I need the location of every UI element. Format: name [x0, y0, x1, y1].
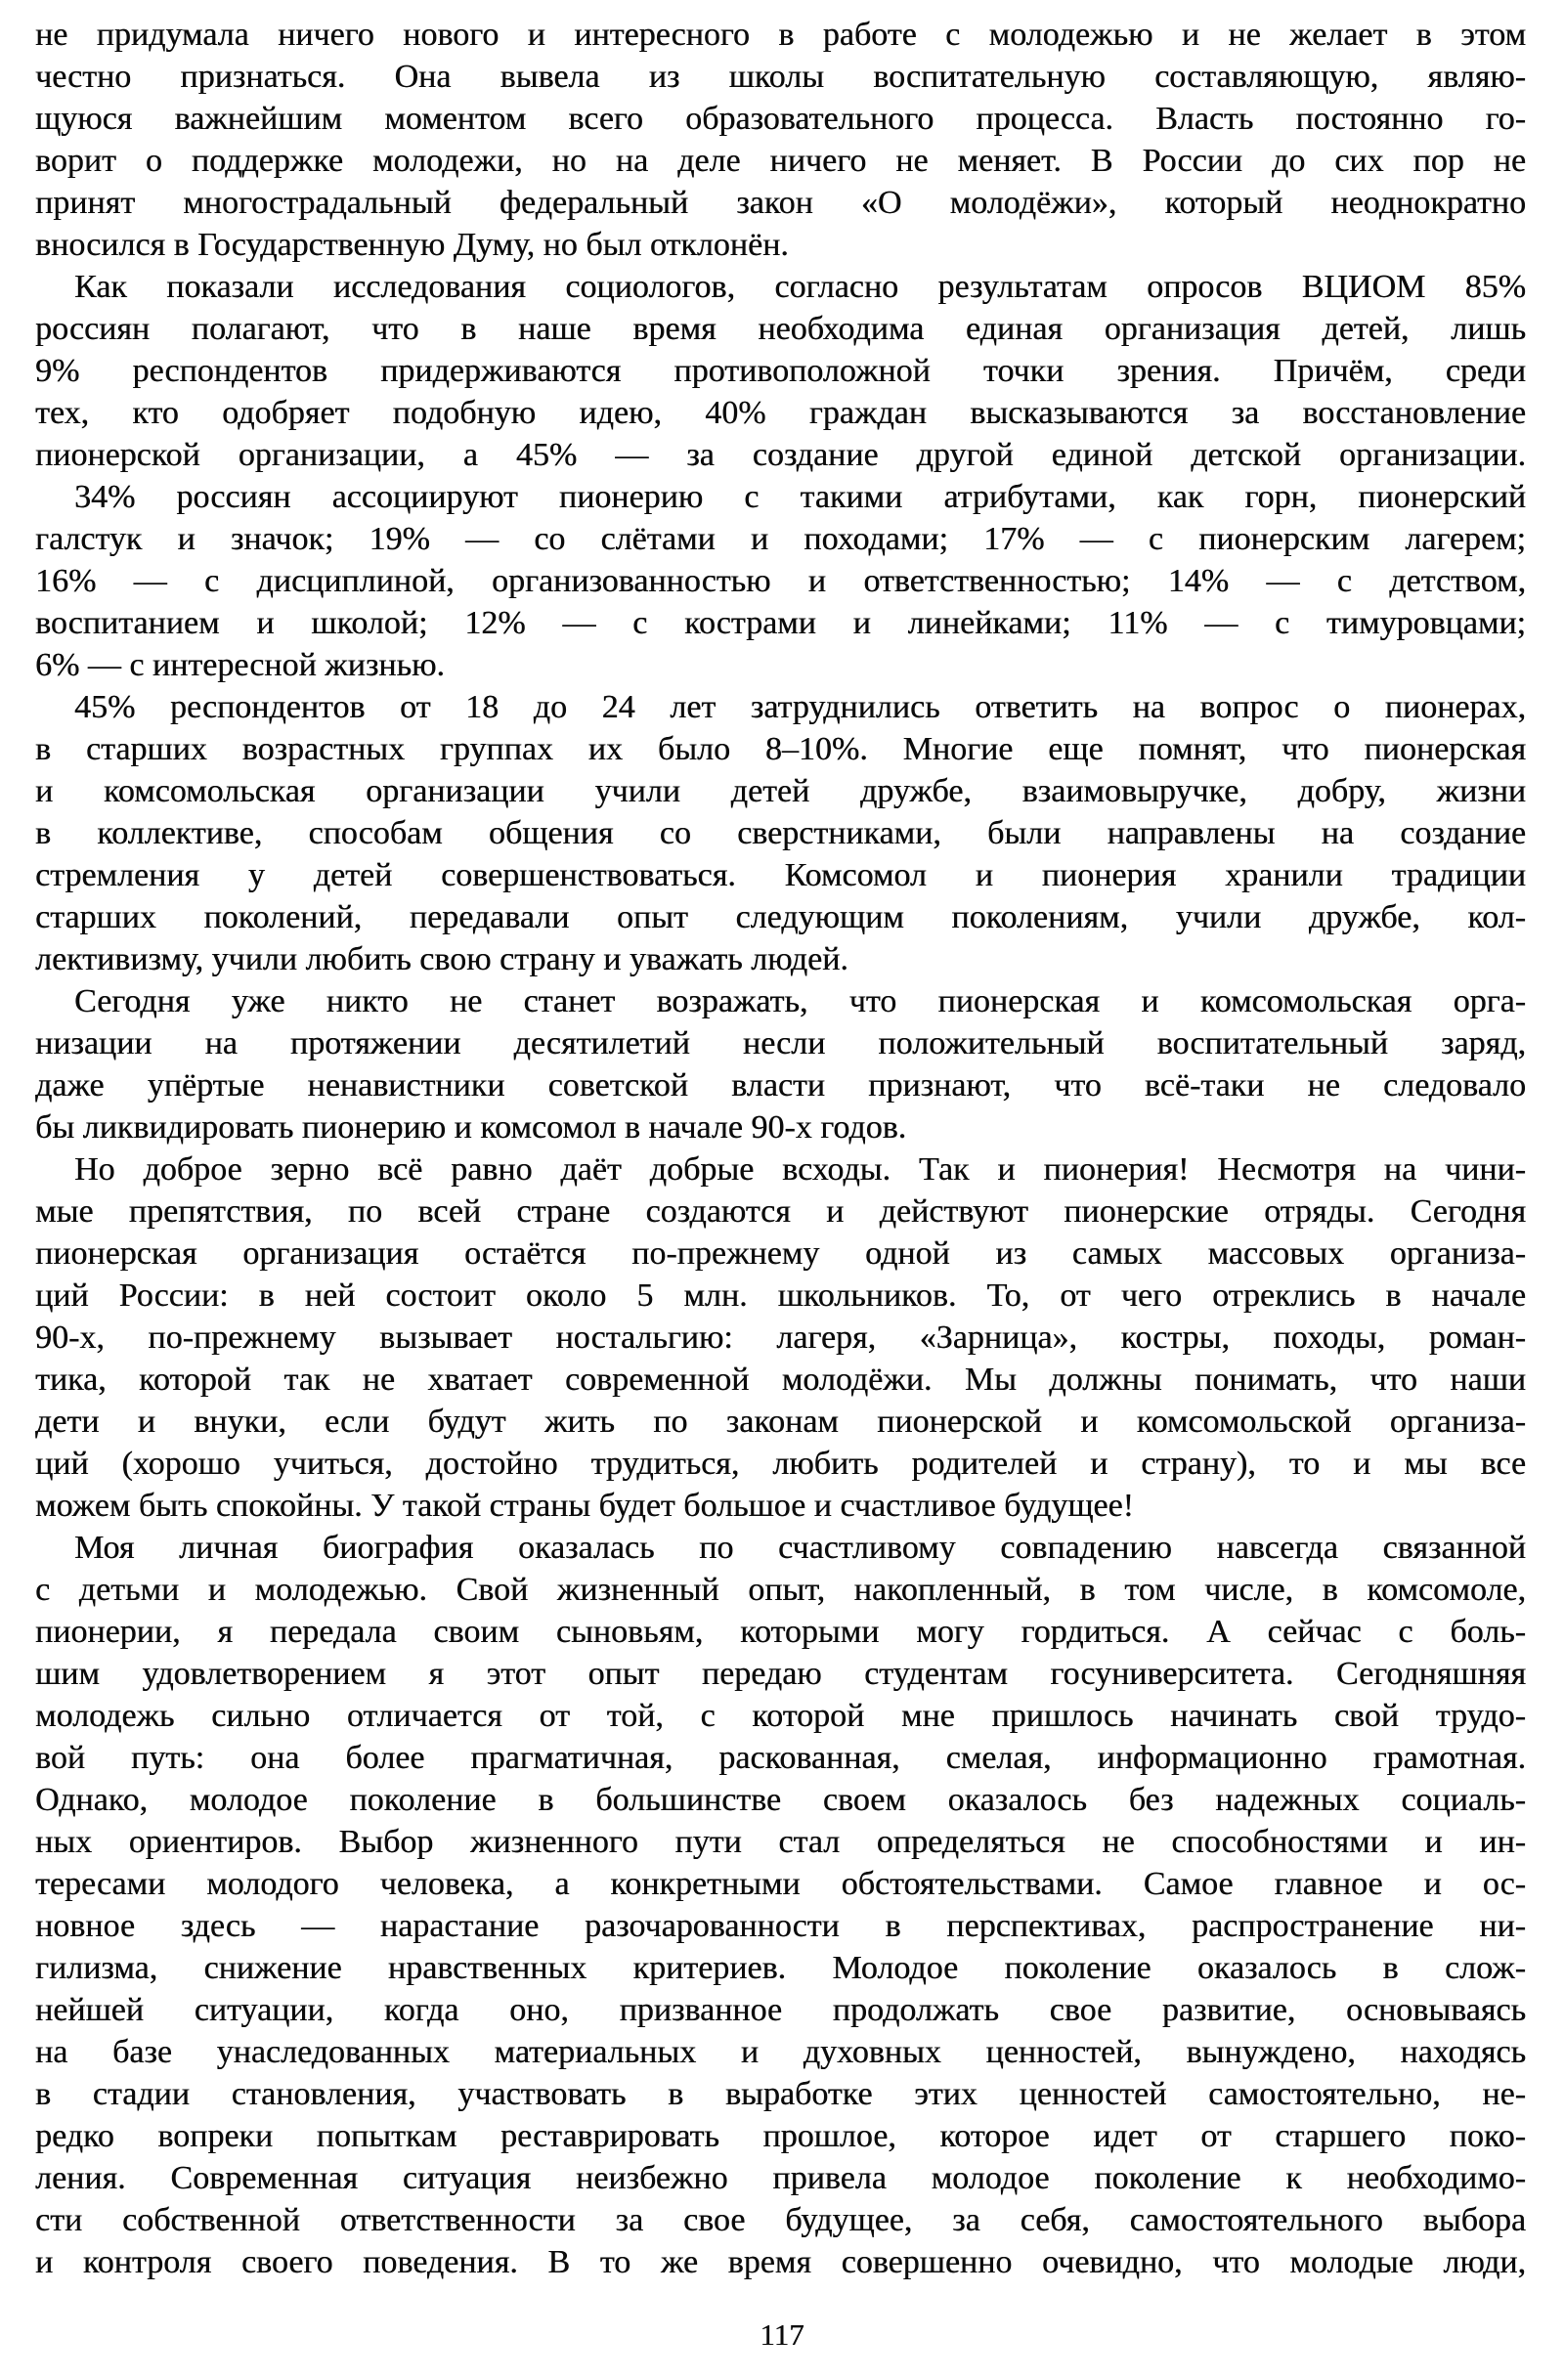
text-line: гилизма, снижение нравственных критериев. Молодое поколение оказалось в слож- [35, 1950, 1526, 1986]
paragraph [35, 266, 1526, 476]
text-line: нейшей ситуации, когда оно, призванное продолжать свое развитие, основываясь [35, 1992, 1526, 2028]
paragraph [35, 980, 1526, 1148]
text-line: ций России: в ней состоит около 5 млн. школьников. То, от чего отреклись в начале [35, 1277, 1526, 1314]
text-line: Как показали исследования социологов, согласно результатам опросов ВЦИОМ 85% [74, 269, 1526, 305]
paragraph [35, 1527, 1526, 2283]
text-line: ления. Современная ситуация неизбежно привела молодое поколение к необходимо- [35, 2160, 1526, 2196]
text-line: 45% респондентов от 18 до 24 лет затруднились ответить на вопрос о пионерах, [74, 689, 1526, 725]
text-line: 90-х, по-прежнему вызывает ностальгию: лагеря, «Зарница», костры, походы, роман- [35, 1320, 1526, 1356]
text-line: шим удовлетворением я этот опыт передаю студентам госуниверситета. Сегодняшняя [35, 1656, 1526, 1692]
text-line: в стадии становления, участвовать в выработке этих ценностей самостоятельно, не- [35, 2076, 1526, 2112]
text-line: Сегодня уже никто не станет возражать, что пионерская и комсомольская орга- [74, 983, 1526, 1019]
text-line: ных ориентиров. Выбор жизненного пути стал определяться не способностями и ин- [35, 1824, 1526, 1860]
text-line: даже упёртые ненавистники советской власти признают, что всё-таки не следовало [35, 1067, 1526, 1103]
text-line: тика, которой так не хватает современной молодёжи. Мы должны понимать, что наши [35, 1362, 1526, 1398]
text-line: пионерская организация остаётся по-прежнему одной из самых массовых организа- [35, 1235, 1526, 1272]
text-line: редко вопреки попыткам реставрировать прошлое, которое идет от старшего поко- [35, 2118, 1526, 2154]
text-line: мые препятствия, по всей стране создаются и действуют пионерские отряды. Сегодня [35, 1193, 1526, 1230]
text-line: галстук и значок; 19% — со слётами и походами; 17% — с пионерским лагерем; [35, 521, 1526, 557]
text-line: тересами молодого человека, а конкретными обстоятельствами. Самое главное и ос- [35, 1866, 1526, 1902]
text-line: честно признаться. Она вывела из школы воспитательную составляющую, являю- [35, 59, 1526, 95]
text-line: низации на протяжении десятилетий несли положительный воспитательный заряд, [35, 1025, 1526, 1061]
text-line: 9% респондентов придерживаются противоположной точки зрения. Причём, среди [35, 353, 1526, 389]
text-line: и комсомольская организации учили детей дружбе, взаимовыручке, добру, жизни [35, 773, 1526, 809]
text-line: молодежь сильно отличается от той, с которой мне пришлось начинать свой трудо- [35, 1698, 1526, 1734]
text-line: тех, кто одобряет подобную идею, 40% граждан высказываются за восстановление [35, 395, 1526, 431]
text-line: старших поколений, передавали опыт следующим поколениям, учили дружбе, кол- [35, 899, 1526, 935]
text-line: пионерии, я передала своим сыновьям, которыми могу гордиться. А сейчас с боль- [35, 1614, 1526, 1650]
text-line: бы ликвидировать пионерию и комсомол в начале 90-х годов. [35, 1109, 907, 1146]
text-line: 16% — с дисциплиной, организованностью и ответственностью; 14% — с детством, [35, 563, 1526, 599]
text-line: вносился в Государственную Думу, но был отклонён. [35, 227, 789, 263]
text-line: Однако, молодое поколение в большинстве своем оказалось без надежных социаль- [35, 1782, 1526, 1818]
paragraph [35, 476, 1526, 686]
text-line: Моя личная биография оказалась по счастливому совпадению навсегда связанной [74, 1530, 1526, 1566]
text-line: новное здесь — нарастание разочарованности в перспективах, распространение ни- [35, 1908, 1526, 1944]
text-line: в коллективе, способам общения со сверстниками, были направлены на создание [35, 815, 1526, 851]
text-line: сти собственной ответственности за свое будущее, за себя, самостоятельного выбора [35, 2202, 1526, 2238]
paragraph [35, 686, 1526, 980]
paragraph [35, 1148, 1526, 1527]
paragraph [35, 14, 1526, 266]
text-line: принят многострадальный федеральный закон «О молодёжи», который неоднократно [35, 185, 1526, 221]
text-line: с детьми и молодежью. Свой жизненный опыт, накопленный, в том числе, в комсомоле, [35, 1572, 1526, 1608]
text-line: на базе унаследованных материальных и духовных ценностей, вынуждено, находясь [35, 2034, 1526, 2070]
text-line: не придумала ничего нового и интересного в работе с молодежью и не желает в этом [35, 17, 1526, 53]
text-line: в старших возрастных группах их было 8–10%. Многие еще помнят, что пионерская [35, 731, 1526, 767]
text-line: 6% — с интересной жизнью. [35, 647, 445, 683]
text-line: дети и внуки, если будут жить по законам пионерской и комсомольской организа- [35, 1404, 1526, 1440]
text-line: ворит о поддержке молодежи, но на деле ничего не меняет. В России до сих пор не [35, 143, 1526, 179]
text-line: можем быть спокойны. У такой страны будет большое и счастливое будущее! [35, 1488, 1134, 1524]
page-number: 117 [760, 2317, 804, 2352]
text-line: ций (хорошо учиться, достойно трудиться, любить родителей и страну), то и мы все [35, 1446, 1526, 1482]
text-line: россиян полагают, что в наше время необходима единая организация детей, лишь [35, 311, 1526, 347]
text-line: щуюся важнейшим моментом всего образовательного процесса. Власть постоянно го- [35, 101, 1526, 137]
text-line: лективизму, учили любить свою страну и уважать людей. [35, 941, 848, 977]
text-line: 34% россиян ассоциируют пионерию с такими атрибутами, как горн, пионерский [74, 479, 1526, 515]
text-line: воспитанием и школой; 12% — с кострами и линейками; 11% — с тимуровцами; [35, 605, 1526, 641]
text-line: и контроля своего поведения. В то же время совершенно очевидно, что молодые люди, [35, 2244, 1526, 2280]
text-line: пионерской организации, а 45% — за создание другой единой детской организации. [35, 437, 1526, 473]
text-line: стремления у детей совершенствоваться. Комсомол и пионерия хранили традиции [35, 857, 1526, 893]
text-line: вой путь: она более прагматичная, раскованная, смелая, информационно грамотная. [35, 1740, 1526, 1776]
text-line: Но доброе зерно всё равно даёт добрые всходы. Так и пионерия! Несмотря на чини- [74, 1151, 1526, 1188]
